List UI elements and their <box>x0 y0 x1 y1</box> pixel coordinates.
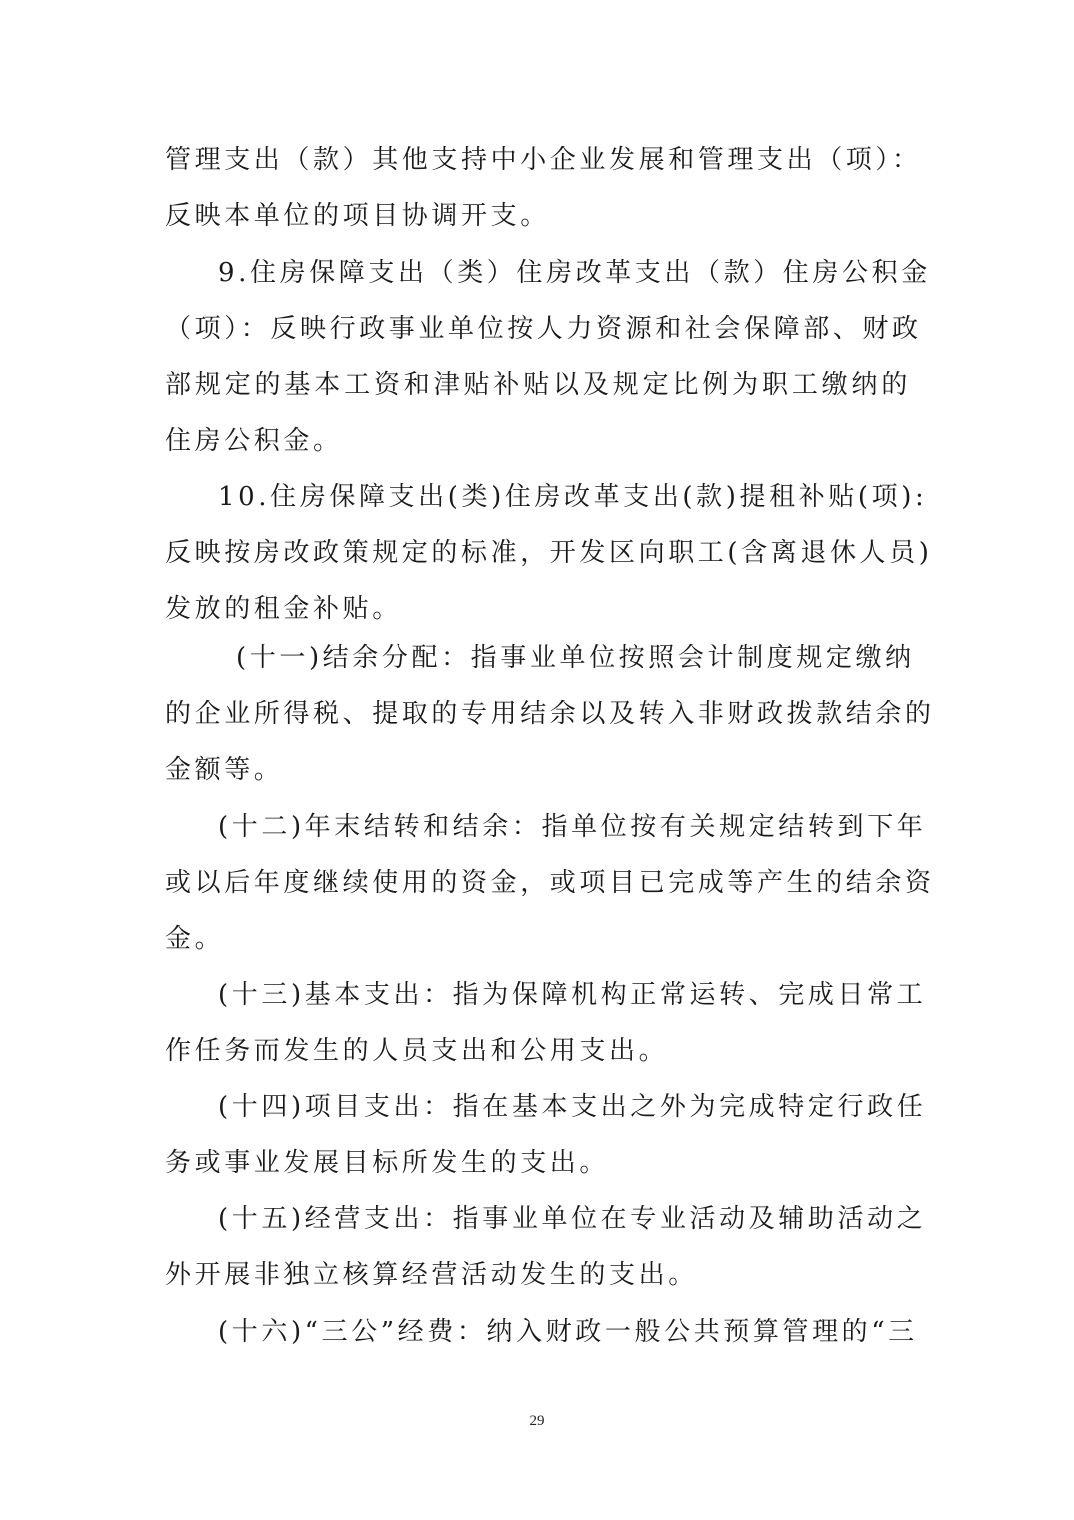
text-line: 外开展非独立核算经营活动发生的支出。 <box>165 1260 698 1290</box>
text-line: 或以后年度继续使用的资金，或项目已完成等产生的结余资 <box>165 868 935 898</box>
text-line: 金。 <box>165 924 225 954</box>
text-line: 反映按房改政策规定的标准，开发区向职工(含离退休人员) <box>165 538 933 568</box>
text-line: 部规定的基本工资和津贴补贴以及规定比例为职工缴纳的 <box>165 370 911 400</box>
page-number: 29 <box>529 1413 545 1429</box>
text-line: 9.住房保障支出（类）住房改革支出（款）住房公积金 <box>218 258 931 288</box>
text-line: (十六)“三公”经费：纳入财政一般公共预算管理的“三 <box>218 1317 918 1347</box>
text-line: 10.住房保障支出(类)住房改革支出(款)提租补贴(项): <box>218 482 928 512</box>
text-line: (十四)项目支出：指在基本支出之外为完成特定行政任 <box>218 1092 927 1122</box>
text-line: 务或事业发展目标所发生的支出。 <box>165 1148 610 1178</box>
text-line: (十五)经营支出：指事业单位在专业活动及辅助活动之 <box>218 1204 927 1234</box>
text-line: 反映本单位的项目协调开支。 <box>165 201 550 231</box>
text-line: (十三)基本支出：指为保障机构正常运转、完成日常工 <box>218 980 927 1010</box>
text-line: 发放的租金补贴。 <box>165 594 402 624</box>
text-line: (十一)结余分配：指事业单位按照会计制度规定缴纳 <box>236 643 915 673</box>
text-line: 金额等。 <box>165 755 284 785</box>
text-line: 住房公积金。 <box>165 426 343 456</box>
text-line: 作任务而发生的人员支出和公用支出。 <box>165 1036 669 1066</box>
text-line: 的企业所得税、提取的专用结余以及转入非财政拨款结余的 <box>165 699 935 729</box>
text-line: （项）：反映行政事业单位按人力资源和社会保障部、财政 <box>165 314 922 344</box>
text-line: 管理支出（款）其他支持中小企业发展和管理支出（项）： <box>165 145 922 175</box>
text-line: (十二)年末结转和结余：指单位按有关规定结转到下年 <box>218 812 927 842</box>
